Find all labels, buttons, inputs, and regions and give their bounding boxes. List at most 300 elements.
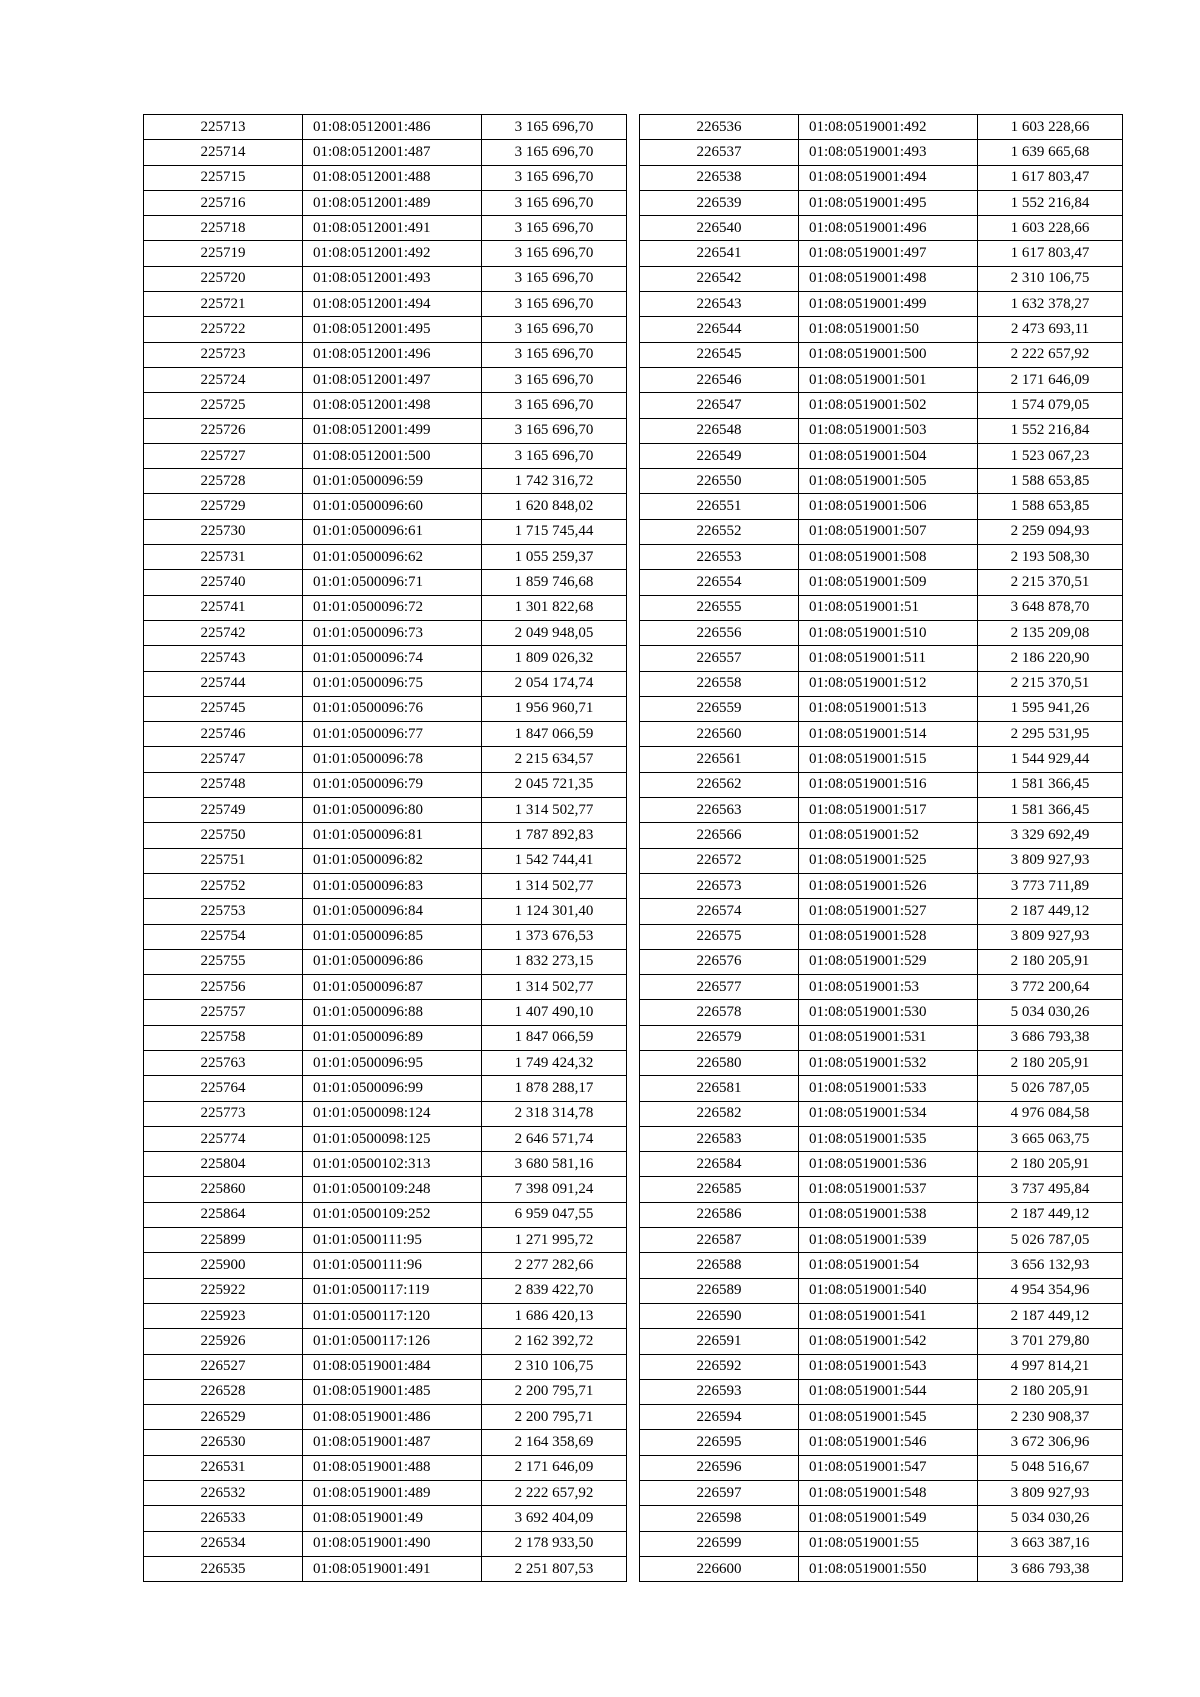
cadastral-value-cell: 5 026 787,05 [978,1228,1123,1253]
cadastral-value-cell: 1 407 490,10 [482,1000,627,1025]
table-row [640,367,1123,392]
cadastral-value-cell: 2 180 205,91 [978,1379,1123,1404]
cadastral-value-cell: 3 737 495,84 [978,1177,1123,1202]
row-number-cell: 225746 [144,722,303,747]
table-row [144,848,627,873]
cadastral-value-cell: 1 373 676,53 [482,924,627,949]
cadastral-value-cell: 3 165 696,70 [482,443,627,468]
cadastral-number-cell: 01:08:0512001:500 [303,443,482,468]
cadastral-value-cell: 1 847 066,59 [482,1025,627,1050]
row-number-cell: 226576 [640,949,799,974]
cadastral-value-cell: 2 187 449,12 [978,899,1123,924]
row-number-cell: 225773 [144,1101,303,1126]
row-number-cell: 226563 [640,798,799,823]
row-number-cell: 226558 [640,671,799,696]
table-row [144,1000,627,1025]
cadastral-value-cell: 2 171 646,09 [978,367,1123,392]
row-number-cell: 226557 [640,646,799,671]
cadastral-number-cell: 01:01:0500096:74 [303,646,482,671]
cadastral-number-cell: 01:08:0519001:529 [799,949,978,974]
cadastral-number-cell: 01:01:0500096:84 [303,899,482,924]
cadastral-value-cell: 7 398 091,24 [482,1177,627,1202]
table-row [640,696,1123,721]
table-row [640,975,1123,1000]
table-row [144,1405,627,1430]
cadastral-number-cell: 01:08:0519001:548 [799,1481,978,1506]
row-number-cell: 225864 [144,1202,303,1227]
table-row [640,1152,1123,1177]
row-number-cell: 226572 [640,848,799,873]
table-row [640,570,1123,595]
row-number-cell: 225720 [144,266,303,291]
cadastral-value-cell: 1 523 067,23 [978,443,1123,468]
table-row [640,266,1123,291]
cadastral-number-cell: 01:08:0519001:499 [799,292,978,317]
cadastral-value-cell: 2 164 358,69 [482,1430,627,1455]
table-row [144,1076,627,1101]
row-number-cell: 226554 [640,570,799,595]
cadastral-value-cell: 1 581 366,45 [978,798,1123,823]
table-row [144,1506,627,1531]
cadastral-number-cell: 01:08:0519001:487 [303,1430,482,1455]
cadastral-number-cell: 01:08:0519001:545 [799,1405,978,1430]
cadastral-value-cell: 1 715 745,44 [482,519,627,544]
table-row [144,165,627,190]
row-number-cell: 226566 [640,823,799,848]
cadastral-value-cell: 2 473 693,11 [978,317,1123,342]
cadastral-value-cell: 2 193 508,30 [978,545,1123,570]
table-row [640,722,1123,747]
row-number-cell: 226536 [640,115,799,140]
table-row [640,1000,1123,1025]
cadastral-value-cell: 1 742 316,72 [482,469,627,494]
row-number-cell: 225731 [144,545,303,570]
cadastral-value-cell: 1 617 803,47 [978,241,1123,266]
cadastral-value-cell: 1 552 216,84 [978,190,1123,215]
table-row [144,620,627,645]
cadastral-number-cell: 01:01:0500096:79 [303,772,482,797]
cadastral-value-cell: 2 180 205,91 [978,949,1123,974]
table-row [144,1025,627,1050]
row-number-cell: 226547 [640,393,799,418]
cadastral-value-cell: 1 271 995,72 [482,1228,627,1253]
cadastral-value-cell: 2 310 106,75 [978,266,1123,291]
cadastral-value-cell: 1 595 941,26 [978,696,1123,721]
table-row [144,1556,627,1581]
table-row [144,772,627,797]
cadastral-number-cell: 01:01:0500096:62 [303,545,482,570]
table-row [640,595,1123,620]
row-number-cell: 226594 [640,1405,799,1430]
cadastral-value-cell: 3 680 581,16 [482,1152,627,1177]
cadastral-number-cell: 01:08:0512001:487 [303,140,482,165]
row-number-cell: 226543 [640,292,799,317]
row-number-cell: 226537 [640,140,799,165]
table-row [640,873,1123,898]
cadastral-number-cell: 01:08:0519001:486 [303,1405,482,1430]
row-number-cell: 226575 [640,924,799,949]
cadastral-value-cell: 2 180 205,91 [978,1152,1123,1177]
row-number-cell: 226596 [640,1455,799,1480]
cadastral-number-cell: 01:08:0519001:527 [799,899,978,924]
table-row [640,899,1123,924]
cadastral-number-cell: 01:01:0500096:83 [303,873,482,898]
cadastral-number-cell: 01:08:0519001:533 [799,1076,978,1101]
row-number-cell: 225718 [144,216,303,241]
cadastral-value-cell: 3 165 696,70 [482,342,627,367]
table-row [640,241,1123,266]
row-number-cell: 225741 [144,595,303,620]
row-number-cell: 225752 [144,873,303,898]
table-row [144,317,627,342]
row-number-cell: 226590 [640,1303,799,1328]
table-row [144,443,627,468]
row-number-cell: 226546 [640,367,799,392]
cadastral-value-cell: 1 603 228,66 [978,115,1123,140]
cadastral-number-cell: 01:01:0500109:248 [303,1177,482,1202]
table-row [144,595,627,620]
cadastral-value-cell: 1 617 803,47 [978,165,1123,190]
cadastral-number-cell: 01:08:0519001:531 [799,1025,978,1050]
cadastral-value-cell: 2 135 209,08 [978,620,1123,645]
row-number-cell: 226580 [640,1050,799,1075]
table-row [144,1050,627,1075]
cadastral-value-cell: 2 222 657,92 [482,1481,627,1506]
cadastral-number-cell: 01:01:0500098:124 [303,1101,482,1126]
cadastral-number-cell: 01:08:0519001:493 [799,140,978,165]
cadastral-value-cell: 2 277 282,66 [482,1253,627,1278]
cadastral-number-cell: 01:08:0519001:484 [303,1354,482,1379]
row-number-cell: 226561 [640,747,799,772]
row-number-cell: 226538 [640,165,799,190]
row-number-cell: 226577 [640,975,799,1000]
table-row [640,949,1123,974]
cadastral-value-cell: 1 301 822,68 [482,595,627,620]
cadastral-number-cell: 01:08:0512001:497 [303,367,482,392]
table-row [640,469,1123,494]
cadastral-value-cell: 3 809 927,93 [978,848,1123,873]
cadastral-value-cell: 1 859 746,68 [482,570,627,595]
row-number-cell: 225744 [144,671,303,696]
table-row [144,545,627,570]
cadastral-value-cell: 3 648 878,70 [978,595,1123,620]
row-number-cell: 226540 [640,216,799,241]
row-number-cell: 226544 [640,317,799,342]
cadastral-number-cell: 01:08:0519001:509 [799,570,978,595]
cadastral-value-cell: 1 314 502,77 [482,975,627,1000]
table-row [144,570,627,595]
row-number-cell: 226584 [640,1152,799,1177]
row-number-cell: 226593 [640,1379,799,1404]
cadastral-number-cell: 01:01:0500117:119 [303,1278,482,1303]
row-number-cell: 225742 [144,620,303,645]
row-number-cell: 226562 [640,772,799,797]
row-number-cell: 226578 [640,1000,799,1025]
cadastral-value-cell: 1 632 378,27 [978,292,1123,317]
cadastral-number-cell: 01:08:0512001:493 [303,266,482,291]
cadastral-value-cell: 1 588 653,85 [978,469,1123,494]
table-row [640,1481,1123,1506]
table-row [640,1405,1123,1430]
row-number-cell: 226585 [640,1177,799,1202]
cadastral-number-cell: 01:08:0512001:489 [303,190,482,215]
cadastral-number-cell: 01:01:0500096:80 [303,798,482,823]
cadastral-value-cell: 1 574 079,05 [978,393,1123,418]
cadastral-value-cell: 3 165 696,70 [482,418,627,443]
row-number-cell: 226597 [640,1481,799,1506]
row-number-cell: 226549 [640,443,799,468]
table-row [640,1278,1123,1303]
cadastral-value-cell: 1 544 929,44 [978,747,1123,772]
cadastral-value-cell: 1 878 288,17 [482,1076,627,1101]
table-row [640,317,1123,342]
table-row [144,873,627,898]
row-number-cell: 225740 [144,570,303,595]
table-row [640,545,1123,570]
cadastral-value-cell: 1 055 259,37 [482,545,627,570]
row-number-cell: 226595 [640,1430,799,1455]
cadastral-value-cell: 1 620 848,02 [482,494,627,519]
cadastral-value-cell: 2 251 807,53 [482,1556,627,1581]
cadastral-number-cell: 01:08:0519001:490 [303,1531,482,1556]
table-row [144,241,627,266]
cadastral-number-cell: 01:08:0519001:54 [799,1253,978,1278]
cadastral-number-cell: 01:08:0519001:504 [799,443,978,468]
cadastral-value-cell: 3 701 279,80 [978,1329,1123,1354]
table-row [144,266,627,291]
table-row [144,823,627,848]
row-number-cell: 226552 [640,519,799,544]
table-row [144,1303,627,1328]
table-row [144,1455,627,1480]
row-number-cell: 226541 [640,241,799,266]
row-number-cell: 225900 [144,1253,303,1278]
cadastral-value-cell: 1 581 366,45 [978,772,1123,797]
table-row [144,949,627,974]
row-number-cell: 225729 [144,494,303,519]
cadastral-value-cell: 4 954 354,96 [978,1278,1123,1303]
row-number-cell: 225714 [144,140,303,165]
cadastral-value-cell: 1 686 420,13 [482,1303,627,1328]
row-number-cell: 226551 [640,494,799,519]
cadastral-number-cell: 01:01:0500096:71 [303,570,482,595]
cadastral-number-cell: 01:08:0519001:515 [799,747,978,772]
cadastral-value-cell: 2 310 106,75 [482,1354,627,1379]
row-number-cell: 226555 [640,595,799,620]
cadastral-value-cell: 1 552 216,84 [978,418,1123,443]
cadastral-value-cell: 3 165 696,70 [482,292,627,317]
cadastral-number-cell: 01:01:0500096:77 [303,722,482,747]
cadastral-value-cell: 2 230 908,37 [978,1405,1123,1430]
row-number-cell: 225730 [144,519,303,544]
cadastral-number-cell: 01:01:0500111:96 [303,1253,482,1278]
cadastral-number-cell: 01:08:0519001:502 [799,393,978,418]
row-number-cell: 225719 [144,241,303,266]
cadastral-number-cell: 01:08:0512001:495 [303,317,482,342]
row-number-cell: 225715 [144,165,303,190]
cadastral-number-cell: 01:08:0519001:530 [799,1000,978,1025]
row-number-cell: 226528 [144,1379,303,1404]
cadastral-value-cell: 2 054 174,74 [482,671,627,696]
table-row [144,469,627,494]
cadastral-value-cell: 2 200 795,71 [482,1405,627,1430]
cadastral-number-cell: 01:01:0500096:89 [303,1025,482,1050]
cadastral-value-cell: 3 165 696,70 [482,367,627,392]
cadastral-number-cell: 01:08:0519001:507 [799,519,978,544]
cadastral-value-cell: 3 809 927,93 [978,1481,1123,1506]
table-row [144,367,627,392]
cadastral-number-cell: 01:08:0519001:513 [799,696,978,721]
cadastral-number-cell: 01:08:0512001:496 [303,342,482,367]
cadastral-number-cell: 01:08:0519001:536 [799,1152,978,1177]
table-row [640,1101,1123,1126]
cadastral-number-cell: 01:01:0500096:61 [303,519,482,544]
cadastral-value-cell: 5 034 030,26 [978,1000,1123,1025]
table-row [144,519,627,544]
row-number-cell: 226556 [640,620,799,645]
table-row [144,1228,627,1253]
table-row [640,798,1123,823]
row-number-cell: 226581 [640,1076,799,1101]
row-number-cell: 225721 [144,292,303,317]
row-number-cell: 225723 [144,342,303,367]
table-row [640,1126,1123,1151]
cadastral-value-cell: 2 839 422,70 [482,1278,627,1303]
row-number-cell: 225743 [144,646,303,671]
table-row [144,494,627,519]
table-row [144,646,627,671]
row-number-cell: 225750 [144,823,303,848]
cadastral-number-cell: 01:08:0519001:511 [799,646,978,671]
table-row [640,165,1123,190]
cadastral-value-cell: 6 959 047,55 [482,1202,627,1227]
cadastral-number-cell: 01:01:0500096:60 [303,494,482,519]
cadastral-number-cell: 01:08:0519001:491 [303,1556,482,1581]
cadastral-number-cell: 01:08:0519001:541 [799,1303,978,1328]
row-number-cell: 226559 [640,696,799,721]
table-row [640,1430,1123,1455]
table-row [144,1329,627,1354]
cadastral-value-cell: 1 749 424,32 [482,1050,627,1075]
cadastral-value-cell: 1 314 502,77 [482,798,627,823]
row-number-cell: 225754 [144,924,303,949]
row-number-cell: 225923 [144,1303,303,1328]
table-row [640,519,1123,544]
row-number-cell: 225751 [144,848,303,873]
cadastral-value-cell: 3 329 692,49 [978,823,1123,848]
row-number-cell: 225725 [144,393,303,418]
cadastral-value-table-left [143,114,627,1582]
row-number-cell: 226579 [640,1025,799,1050]
table-left-body [144,115,627,1582]
table-row [144,1481,627,1506]
cadastral-number-cell: 01:08:0519001:525 [799,848,978,873]
table-row [640,848,1123,873]
cadastral-number-cell: 01:08:0512001:486 [303,115,482,140]
cadastral-value-cell: 2 215 634,57 [482,747,627,772]
cadastral-number-cell: 01:08:0519001:488 [303,1455,482,1480]
cadastral-value-cell: 5 048 516,67 [978,1455,1123,1480]
table-row [640,1329,1123,1354]
cadastral-value-cell: 2 295 531,95 [978,722,1123,747]
cadastral-value-cell: 2 259 094,93 [978,519,1123,544]
cadastral-number-cell: 01:08:0519001:501 [799,367,978,392]
table-row [640,646,1123,671]
table-row [144,696,627,721]
cadastral-value-cell: 3 165 696,70 [482,140,627,165]
cadastral-number-cell: 01:01:0500096:95 [303,1050,482,1075]
row-number-cell: 226529 [144,1405,303,1430]
table-row [144,190,627,215]
table-row [144,671,627,696]
table-row [144,393,627,418]
cadastral-number-cell: 01:01:0500117:120 [303,1303,482,1328]
cadastral-number-cell: 01:08:0519001:514 [799,722,978,747]
cadastral-value-cell: 3 165 696,70 [482,393,627,418]
table-row [144,747,627,772]
cadastral-number-cell: 01:08:0519001:549 [799,1506,978,1531]
cadastral-number-cell: 01:08:0519001:528 [799,924,978,949]
row-number-cell: 226534 [144,1531,303,1556]
row-number-cell: 226598 [640,1506,799,1531]
cadastral-number-cell: 01:01:0500109:252 [303,1202,482,1227]
cadastral-number-cell: 01:01:0500096:59 [303,469,482,494]
row-number-cell: 225747 [144,747,303,772]
row-number-cell: 226560 [640,722,799,747]
cadastral-value-cell: 3 809 927,93 [978,924,1123,949]
table-row [640,1025,1123,1050]
cadastral-number-cell: 01:08:0519001:546 [799,1430,978,1455]
cadastral-number-cell: 01:01:0500096:75 [303,671,482,696]
cadastral-value-cell: 2 646 571,74 [482,1126,627,1151]
row-number-cell: 225753 [144,899,303,924]
cadastral-value-cell: 1 832 273,15 [482,949,627,974]
table-row [640,342,1123,367]
table-row [640,1354,1123,1379]
cadastral-value-cell: 3 663 387,16 [978,1531,1123,1556]
row-number-cell: 225749 [144,798,303,823]
table-row [144,798,627,823]
cadastral-value-cell: 3 165 696,70 [482,266,627,291]
cadastral-value-cell: 3 772 200,64 [978,975,1123,1000]
table-row [144,1253,627,1278]
row-number-cell: 225748 [144,772,303,797]
table-row [144,140,627,165]
cadastral-value-cell: 3 165 696,70 [482,115,627,140]
table-row [144,1379,627,1404]
table-row [144,1126,627,1151]
cadastral-number-cell: 01:08:0519001:485 [303,1379,482,1404]
cadastral-value-cell: 1 542 744,41 [482,848,627,873]
cadastral-number-cell: 01:08:0519001:492 [799,115,978,140]
table-row [640,772,1123,797]
table-row [144,1354,627,1379]
row-number-cell: 225728 [144,469,303,494]
cadastral-number-cell: 01:08:0519001:50 [799,317,978,342]
row-number-cell: 226586 [640,1202,799,1227]
row-number-cell: 226533 [144,1506,303,1531]
row-number-cell: 225726 [144,418,303,443]
table-row [640,1506,1123,1531]
cadastral-number-cell: 01:08:0519001:49 [303,1506,482,1531]
cadastral-number-cell: 01:01:0500096:72 [303,595,482,620]
cadastral-number-cell: 01:08:0519001:505 [799,469,978,494]
table-row [640,1531,1123,1556]
cadastral-value-cell: 2 222 657,92 [978,342,1123,367]
cadastral-value-cell: 1 847 066,59 [482,722,627,747]
cadastral-number-cell: 01:08:0519001:489 [303,1481,482,1506]
table-row [640,1076,1123,1101]
